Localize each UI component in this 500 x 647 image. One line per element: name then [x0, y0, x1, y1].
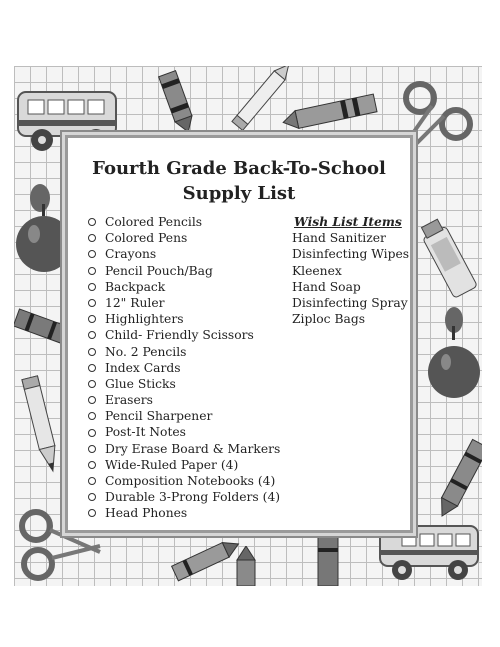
bullet-icon — [88, 315, 96, 323]
wish-list-item: Disinfecting Spray — [292, 295, 408, 310]
bullet-icon — [88, 412, 96, 420]
bullet-icon — [88, 461, 96, 469]
wish-list-item: Kleenex — [292, 263, 342, 278]
wish-list-item: Ziploc Bags — [292, 312, 366, 327]
list-item-label: Erasers — [105, 393, 153, 408]
bullet-icon — [88, 509, 96, 517]
list-item-label: Child- Friendly Scissors — [105, 328, 254, 343]
bullet-icon — [88, 299, 96, 307]
list-item-label: Colored Pencils — [105, 215, 203, 229]
list-item-label: Glue Sticks — [105, 376, 176, 391]
list-item — [88, 279, 280, 295]
bullet-icon — [88, 429, 96, 437]
bullet-icon — [88, 396, 96, 404]
crayon-icon — [228, 546, 264, 586]
list-item-label: Pencil Sharpener — [105, 409, 213, 424]
bullet-icon — [88, 477, 96, 485]
wish-list-items — [292, 230, 409, 327]
list-item-label: Wide-Ruled Paper (4) — [105, 457, 239, 472]
crayon-icon — [282, 86, 392, 136]
supply-list — [88, 214, 280, 522]
list-item-label: Highlighters — [105, 312, 184, 327]
list-item — [88, 376, 280, 392]
list-item — [88, 295, 280, 311]
list-item-label: Index Cards — [105, 360, 181, 375]
list-item — [88, 246, 280, 262]
bullet-icon — [88, 267, 96, 275]
wish-list — [292, 214, 409, 327]
page-subtitle: Supply List — [182, 183, 296, 204]
list-item — [88, 214, 280, 230]
page-title: Fourth Grade Back-To-School — [92, 158, 386, 179]
wish-list-item: Hand Soap — [292, 279, 361, 294]
list-item-label: Head Phones — [105, 506, 188, 521]
list-item-label: Dry Erase Board & Markers — [105, 441, 281, 456]
bullet-icon — [88, 283, 96, 291]
list-item — [88, 505, 280, 521]
bullet-icon — [88, 445, 96, 453]
bullet-icon — [88, 380, 96, 388]
supply-list-card — [68, 138, 410, 530]
list-item-label: Pencil Pouch/Bag — [105, 263, 213, 278]
wish-list-item: Disinfecting Wipes — [292, 247, 410, 262]
bullet-icon — [88, 234, 96, 242]
list-item — [88, 230, 280, 246]
list-item — [88, 473, 280, 489]
list-item — [88, 263, 280, 279]
wish-list-item: Hand Sanitizer — [292, 231, 386, 246]
list-item — [88, 327, 280, 343]
crayon-icon — [152, 66, 202, 136]
list-item-label: Composition Notebooks (4) — [105, 474, 276, 488]
glue-icon — [418, 214, 482, 306]
wish-list-heading: Wish List Items — [294, 214, 402, 229]
list-item — [88, 457, 280, 473]
apple-icon — [422, 306, 482, 406]
bullet-icon — [88, 348, 96, 356]
list-item — [88, 441, 280, 457]
list-item-label: Backpack — [105, 279, 166, 294]
list-item-label: No. 2 Pencils — [105, 344, 187, 359]
bullet-icon — [88, 364, 96, 372]
list-item — [88, 311, 280, 327]
list-item — [88, 344, 280, 360]
bullet-icon — [88, 250, 96, 258]
list-item-label: 12" Ruler — [105, 295, 165, 310]
list-item — [88, 392, 280, 408]
bullet-icon — [88, 218, 96, 226]
list-item — [88, 408, 280, 424]
list-item-label: Post-It Notes — [105, 425, 186, 440]
list-item — [88, 424, 280, 440]
bullet-icon — [88, 331, 96, 339]
bullet-icon — [88, 493, 96, 501]
list-item — [88, 360, 280, 376]
list-item-label: Crayons — [105, 247, 157, 262]
list-item — [88, 489, 280, 505]
list-item-label: Colored Pens — [105, 231, 188, 246]
list-item-label: Durable 3-Prong Folders (4) — [105, 490, 281, 505]
pencil-icon — [18, 372, 68, 482]
